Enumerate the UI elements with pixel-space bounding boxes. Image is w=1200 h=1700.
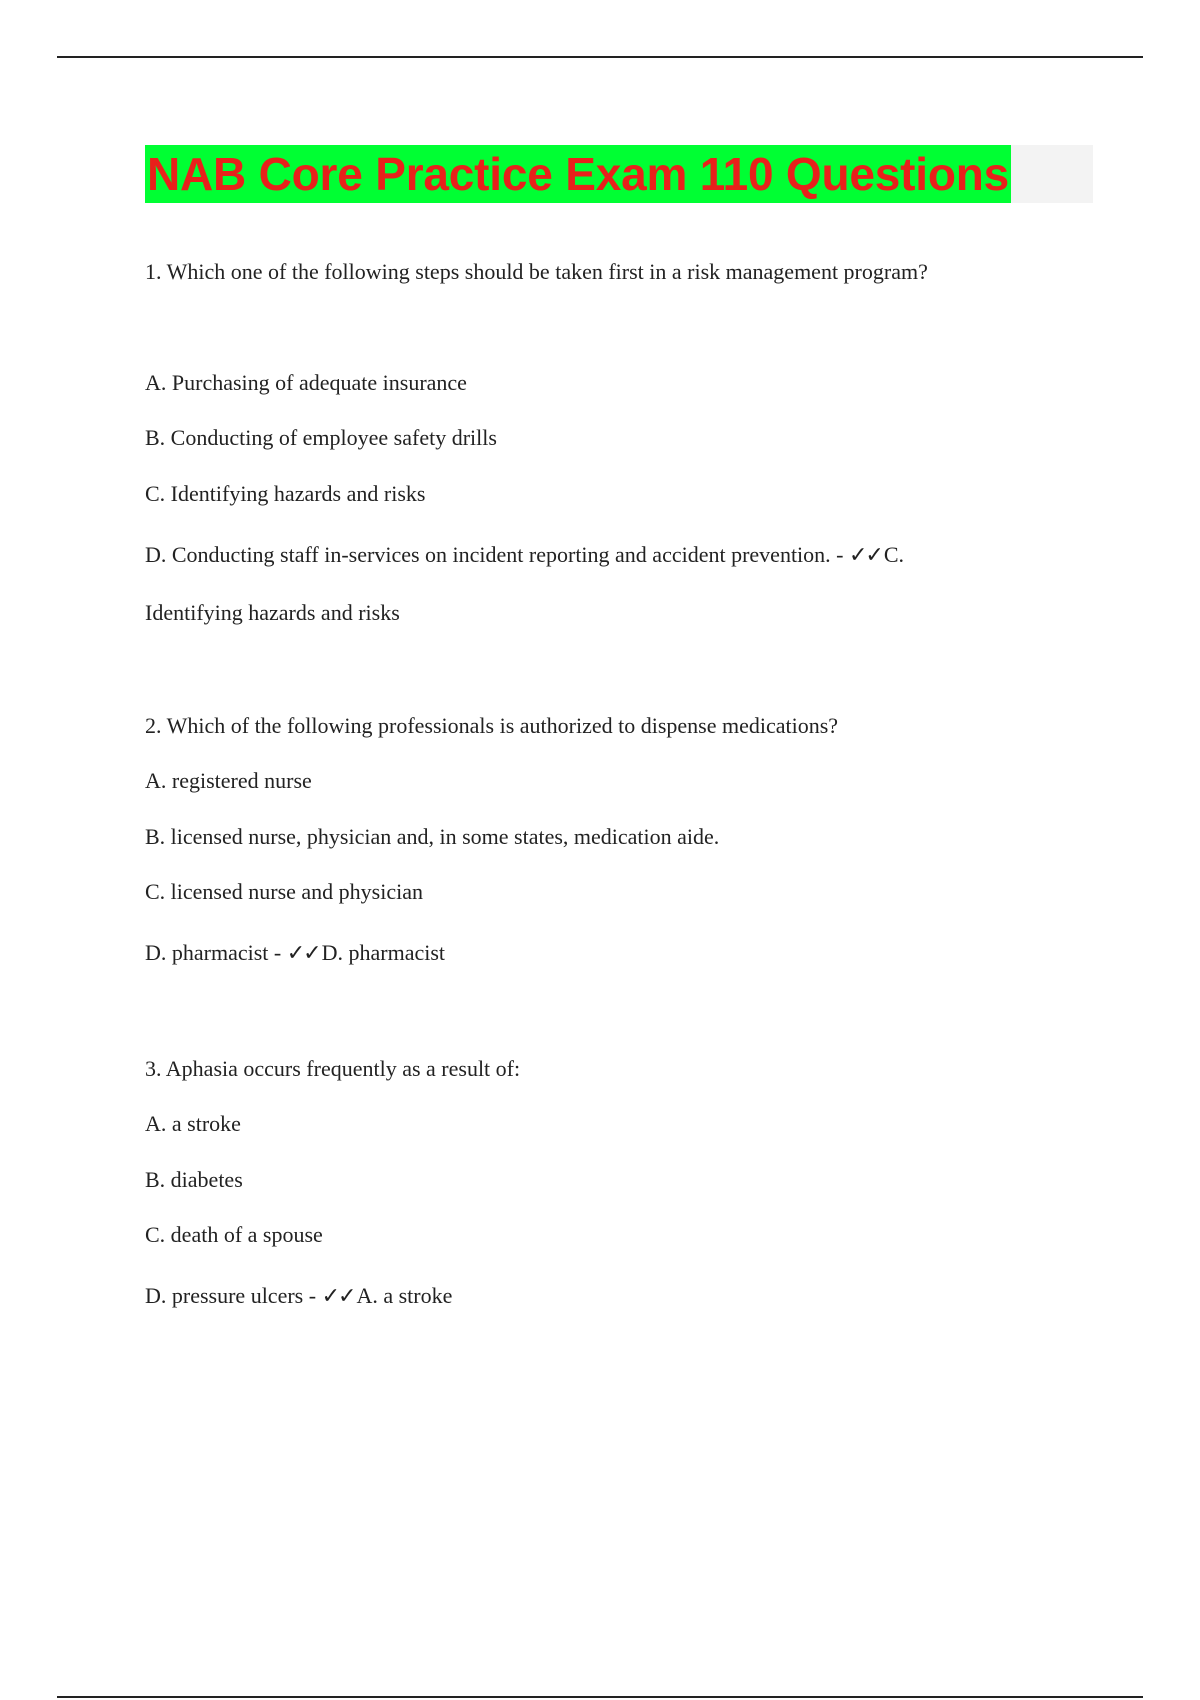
question-1-option-c: C. Identifying hazards and risks (145, 481, 426, 506)
question-1-answer: C. (883, 542, 905, 567)
top-rule (57, 56, 1143, 58)
question-1-option-a: A. Purchasing of adequate insurance (145, 370, 467, 395)
question-1-option-d-text: D. Conducting staff in-services on incident reporting and accident prevention. - (145, 542, 844, 567)
question-2-option-d-text: D. pharmacist - (145, 940, 282, 965)
question-3-stem: 3. Aphasia occurs frequently as a result of: (145, 1056, 521, 1081)
question-1-stem: 1. Which one of the following steps should be taken first in a risk management program? (145, 259, 928, 284)
question-1-option-d (145, 541, 904, 570)
question-2-option-d (145, 939, 445, 968)
question-2-option-c: C. licensed nurse and physician (145, 879, 423, 904)
question-2-stem: 2. Which of the following professionals is authorized to dispense medications? (145, 713, 839, 738)
question-3-option-b: B. diabetes (145, 1167, 243, 1192)
question-1-option-b: B. Conducting of employee safety drills (145, 425, 497, 450)
question-2-option-a: A. registered nurse (145, 768, 312, 793)
title-banner (145, 145, 1093, 203)
question-3-option-a: A. a stroke (145, 1111, 241, 1136)
checkmark-icon: ✓✓ (286, 941, 320, 966)
question-2-option-b: B. licensed nurse, physician and, in some states, medication aide. (145, 824, 720, 849)
page-title: NAB Core Practice Exam 110 Questions (145, 145, 1011, 203)
question-1-answer-continued: Identifying hazards and risks (145, 600, 400, 625)
question-3-option-d-text: D. pressure ulcers - (145, 1283, 317, 1308)
question-2-answer: D. pharmacist (321, 940, 446, 965)
bottom-rule (57, 1696, 1143, 1698)
checkmark-icon: ✓✓ (321, 1284, 355, 1309)
question-3-answer: A. a stroke (356, 1283, 453, 1308)
checkmark-icon: ✓✓ (849, 543, 882, 568)
question-3-option-d (145, 1282, 452, 1311)
question-3-option-c: C. death of a spouse (145, 1222, 323, 1247)
